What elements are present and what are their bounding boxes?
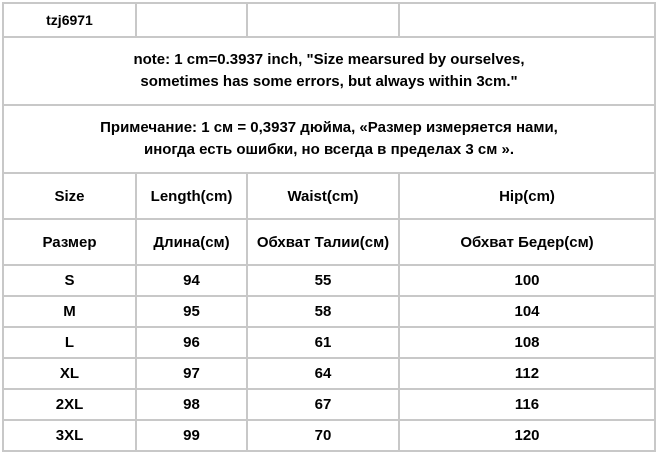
cell-length: 96: [136, 327, 247, 358]
note-russian-line-1: Примечание: 1 см = 0,3937 дюйма, «Размер измеряется нами,: [100, 119, 558, 136]
cell-hip: 108: [399, 327, 655, 358]
cell-size: L: [3, 327, 136, 358]
cell-waist: 55: [247, 265, 399, 296]
product-code-row: [3, 3, 655, 37]
cell-size: 2XL: [3, 389, 136, 420]
product-code: tzj6971: [3, 3, 136, 37]
cell-hip: 112: [399, 358, 655, 389]
table-row: [3, 420, 655, 451]
header-length-ru: Длина(см): [136, 219, 247, 265]
table-row: [3, 327, 655, 358]
table-row: [3, 265, 655, 296]
header-hip: Hip(cm): [399, 173, 655, 219]
table-row: [3, 389, 655, 420]
cell-waist: 70: [247, 420, 399, 451]
table-row: [3, 358, 655, 389]
header-row-russian: [3, 219, 655, 265]
table-row: [3, 296, 655, 327]
cell-size: 3XL: [3, 420, 136, 451]
cell-length: 97: [136, 358, 247, 389]
cell-length: 95: [136, 296, 247, 327]
cell-length: 98: [136, 389, 247, 420]
header-length: Length(cm): [136, 173, 247, 219]
cell-waist: 58: [247, 296, 399, 327]
cell-length: 99: [136, 420, 247, 451]
note-russian-row: [3, 105, 655, 173]
empty-cell: [399, 3, 655, 37]
header-size: Size: [3, 173, 136, 219]
cell-waist: 67: [247, 389, 399, 420]
header-hip-ru: Обхват Бедер(см): [399, 219, 655, 265]
empty-cell: [247, 3, 399, 37]
size-chart-table: [2, 2, 656, 452]
cell-hip: 104: [399, 296, 655, 327]
cell-size: XL: [3, 358, 136, 389]
cell-hip: 100: [399, 265, 655, 296]
note-english-row: [3, 37, 655, 105]
cell-hip: 120: [399, 420, 655, 451]
header-waist: Waist(cm): [247, 173, 399, 219]
cell-hip: 116: [399, 389, 655, 420]
header-waist-ru: Обхват Талии(см): [247, 219, 399, 265]
empty-cell: [136, 3, 247, 37]
header-size-ru: Размер: [3, 219, 136, 265]
cell-waist: 61: [247, 327, 399, 358]
note-russian-line-2: иногда есть ошибки, но всегда в пределах 3 см ».: [143, 141, 515, 158]
note-english: [3, 37, 655, 105]
note-english-line-1: note: 1 cm=0.3937 inch, "Size mearsured by ourselves,: [133, 51, 525, 68]
note-russian: [3, 105, 655, 173]
note-english-line-2: sometimes has some errors, but always within 3cm.": [140, 73, 518, 90]
cell-length: 94: [136, 265, 247, 296]
cell-waist: 64: [247, 358, 399, 389]
cell-size: M: [3, 296, 136, 327]
header-row-english: [3, 173, 655, 219]
cell-size: S: [3, 265, 136, 296]
